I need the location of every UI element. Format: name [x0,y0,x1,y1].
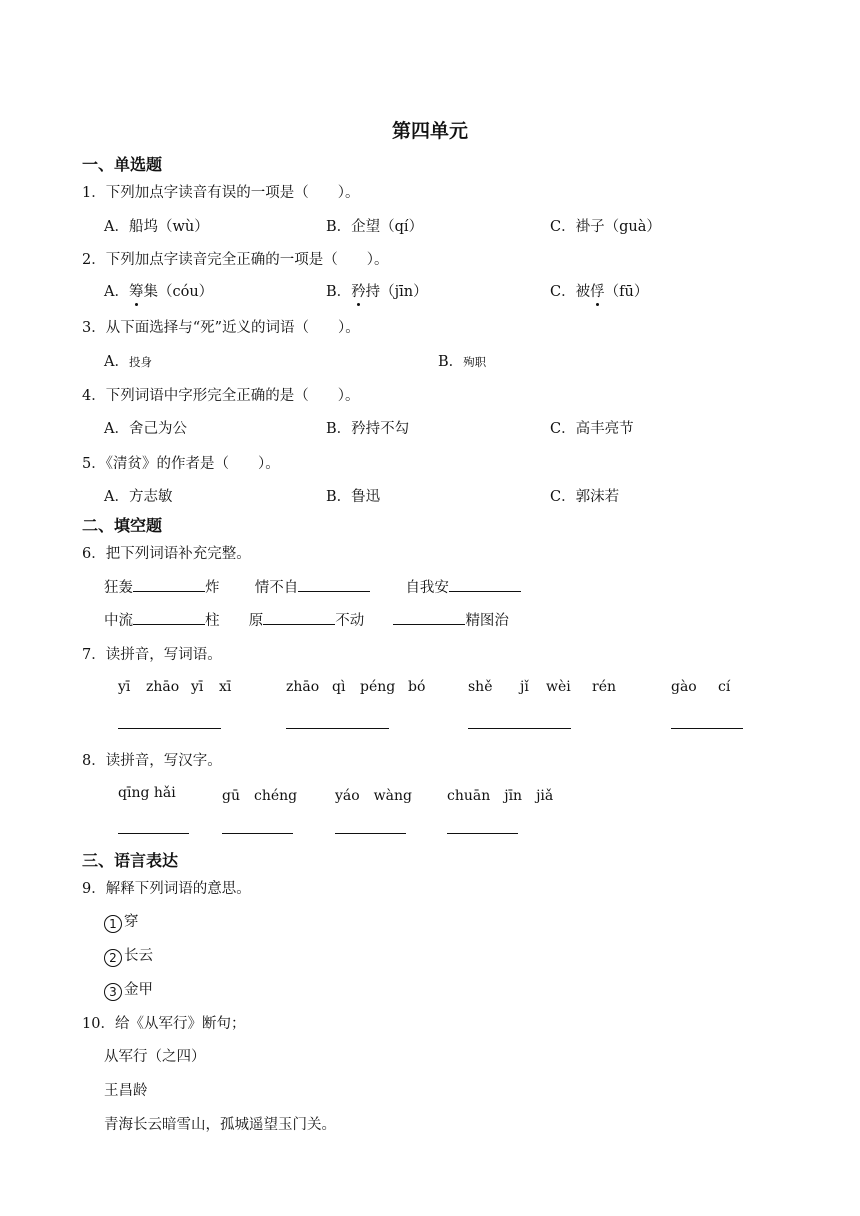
question-1-option-a[interactable]: A．船坞（wù） [104,219,209,235]
dotted-character: 矜 [351,280,366,301]
answer-line[interactable] [671,728,743,729]
pinyin: gū chéng [222,788,298,804]
option-label: A． [104,354,129,370]
pinyin: cí [718,679,731,695]
question-9-item-2 [104,944,153,967]
pinyin: zhāo [286,679,320,695]
answer-blank[interactable] [393,610,465,625]
question-7-stem: 7．读拼音，写词语。 [82,647,222,663]
question-8-stem: 8．读拼音，写汉字。 [82,753,222,769]
word-part: 精图治 [465,613,509,629]
pinyin: yáo wàng [335,788,412,804]
answer-line[interactable] [118,728,221,729]
option-label: C．被 [550,284,591,300]
question-6-row-2 [104,609,509,630]
question-2-stem: 2．下列加点字读音完全正确的一项是（ ）。 [82,252,389,268]
question-2-option-c[interactable] [550,280,648,301]
question-5-option-b[interactable]: B．鲁迅 [326,489,381,505]
pinyin: wèi [546,679,571,695]
option-text: 投身 [128,355,152,369]
option-label: B． [438,354,464,370]
question-5-option-a[interactable]: A．方志敏 [104,489,173,505]
question-9-item-1 [104,910,139,933]
pinyin: jǐ [520,679,529,695]
question-6-stem: 6．把下列词语补充完整。 [82,546,251,562]
word-part: 狂轰 [104,580,133,596]
section-heading-fill-in: 二、填空题 [82,516,163,535]
question-5-stem: 5．《清贫》的作者是（ ）。 [82,456,280,472]
question-4-option-c[interactable]: C．高丰亮节 [550,421,634,437]
question-2-option-b[interactable] [326,280,428,301]
pinyin: bó [408,679,426,695]
poem-title: 从军行（之四） [104,1049,206,1065]
answer-blank[interactable] [133,610,205,625]
answer-blank[interactable] [133,577,205,592]
answer-line[interactable] [118,833,189,834]
answer-blank[interactable] [449,577,521,592]
section-heading-single-choice: 一、单选题 [82,155,163,174]
term: 穿 [124,914,139,930]
word-part: 不动 [335,613,365,629]
word-part: 炸 [205,580,220,596]
pinyin: shě [468,679,493,695]
word-part: 情不自 [254,580,299,596]
answer-line[interactable] [447,833,518,834]
question-1-stem: 1．下列加点字读音有误的一项是（ ）。 [82,185,360,201]
poem-line: 青海长云暗雪山，孤城遥望玉门关。 [104,1117,336,1133]
question-1-option-c[interactable]: C．褂子（guà） [550,219,661,235]
word-part: 中流 [104,613,133,629]
pinyin: gào [671,679,697,695]
question-3-stem: 3．从下面选择与“死”近义的词语（ ）。 [82,320,360,336]
dotted-character: 俘 [590,280,605,301]
circled-number: 2 [104,949,122,967]
pinyin: zhāo [146,679,180,695]
question-4-option-b[interactable]: B．矜持不勾 [326,421,410,437]
poem-author: 王昌龄 [104,1083,148,1099]
pinyin: yī [118,679,131,695]
circled-number: 3 [104,983,122,1001]
question-10-stem: 10．给《从军行》断句； [82,1016,246,1032]
word-part: 柱 [205,613,220,629]
question-1-option-b[interactable]: B．企望（qí） [326,219,424,235]
word-part: 自我安 [405,580,449,596]
question-3-option-b[interactable] [438,350,486,371]
option-text: （fū） [604,284,649,300]
question-4-stem: 4．下列词语中字形完全正确的是（ ）。 [82,388,360,404]
section-heading-language-expression: 三、语言表达 [82,851,179,870]
answer-blank[interactable] [263,610,335,625]
pinyin: rén [592,679,616,695]
answer-blank[interactable] [298,577,370,592]
option-text: 殉职 [463,355,487,369]
pinyin: péng [360,679,396,695]
option-label: A． [104,284,129,300]
term: 长云 [124,948,153,964]
pinyin: qì [332,679,346,695]
page-title: 第四单元 [391,120,468,142]
question-6-row-1 [104,576,521,597]
word-part: 原 [248,613,264,629]
question-2-option-a[interactable] [104,280,213,301]
answer-line[interactable] [468,728,571,729]
answer-line[interactable] [286,728,389,729]
question-4-option-a[interactable]: A．舍己为公 [104,421,187,437]
term: 金甲 [124,982,153,998]
pinyin: xī [219,679,232,695]
option-label: B． [326,284,352,300]
question-9-item-3 [104,978,153,1001]
question-9-stem: 9．解释下列词语的意思。 [82,881,251,897]
question-3-option-a[interactable] [104,350,152,371]
question-5-option-c[interactable]: C．郭沫若 [550,489,620,505]
answer-line[interactable] [335,833,406,834]
circled-number: 1 [104,915,122,933]
option-text: 持（jīn） [365,284,428,300]
pinyin: yī [191,679,204,695]
answer-line[interactable] [222,833,293,834]
pinyin: chuān jīn jiǎ [447,788,554,804]
option-text: 集（cóu） [143,284,214,300]
pinyin: qīng hǎi [118,785,176,801]
dotted-character: 筹 [129,280,144,301]
